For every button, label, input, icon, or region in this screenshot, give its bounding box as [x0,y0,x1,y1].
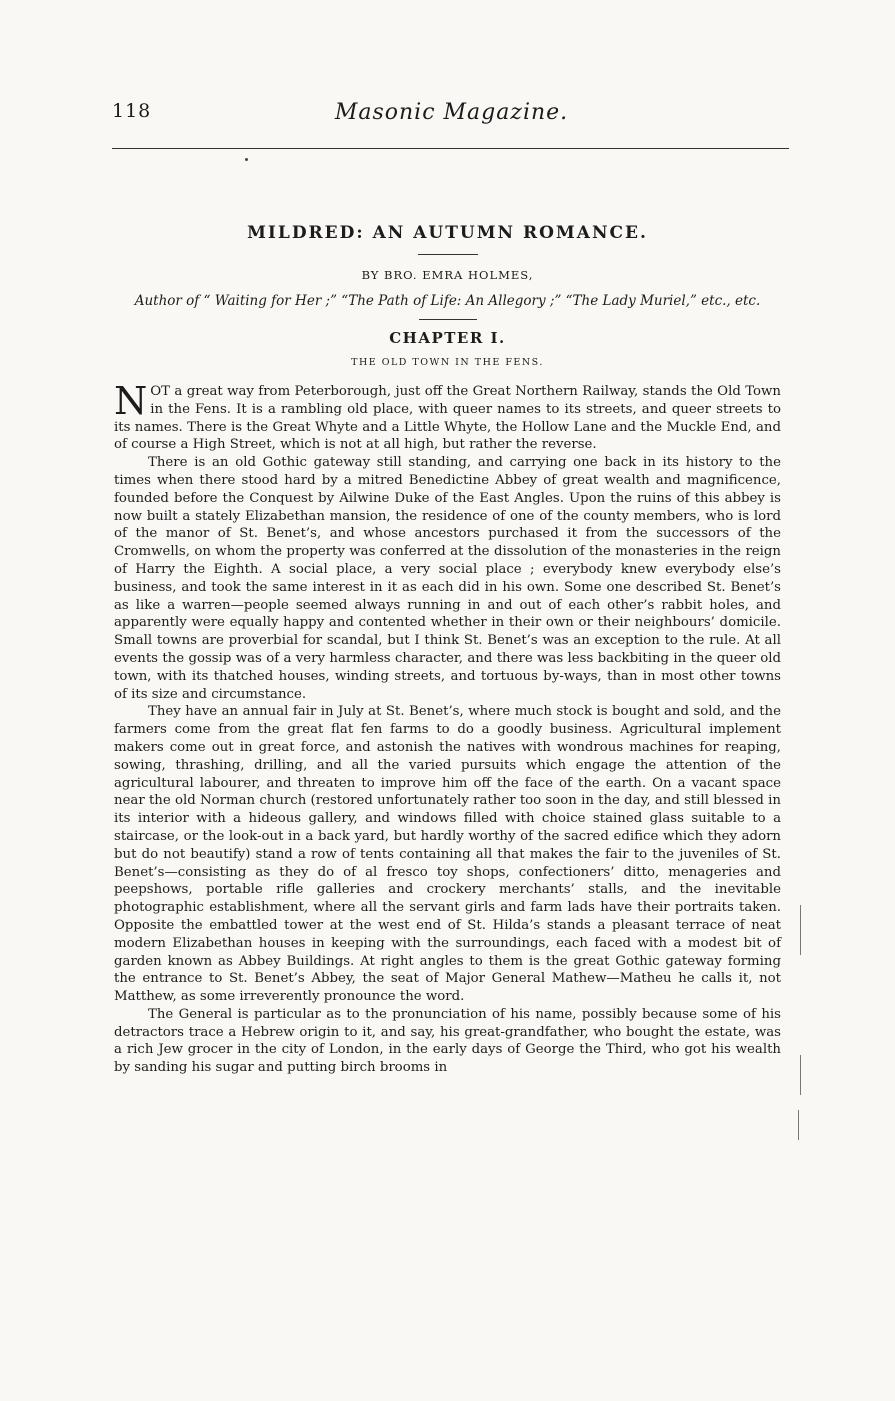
header-rule [112,148,789,149]
magazine-title: Masonic Magazine. [334,100,569,125]
title-rule [418,254,478,255]
paragraph-4: The General is particular as to the pronunciation of his name, possibly because some of his detractors trace a Hebrew origin to it, and say, his great-grandfather, who bought the estate, was a rich Jew grocer in the city of London, in the early days of George the Third, who got his wealth by sanding his sugar and putting birch brooms in [114,1006,781,1076]
chapter-subheading: THE OLD TOWN IN THE FENS. [351,357,544,368]
ink-speck [245,158,248,161]
page-number: 118 [112,100,152,122]
paragraph-3: They have an annual fair in July at St. Benet’s, where much stock is bought and sold, and the farmers come from the great flat fen farms to do a goodly business. Agricultural implement makers come out in great force, and astonish the natives with wondrous machines for reaping, sowing, thrashing, drilling, and all the varied pursuits which engage the attention of the agricultural labourer, and threaten to improve him off the face of the earth. On a vacant space near the old Norman church (restored unfortunately rather too soon in the day, and still blessed in its interior with a hideous gallery, and windows filled with choice stained glass suitable to a staircase, or the look-out in a back yard, but hardly worthy of the sacred edifice which they adorn but do not beautify) stand a row of tents containing all that makes the fair to the juveniles of St. Benet’s—consisting as they do of al fresco toy shops, confectioners’ ditto, menageries and peepshows, portable rifle galleries and crockery merchants’ stalls, and the inevitable photographic establishment, where all the servant girls and farm lads have their portraits taken. Opposite the embattled tower at the west end of St. Hilda’s stands a pleasant terrace of neat modern Elizabethan houses in keeping with the surroundings, each faced with a modest bit of garden known as Abbey Buildings. At right angles to them is the great Gothic gateway forming the entrance to St. Benet’s Abbey, the seat of Major General Mathew—Matheu he calls it, not Matthew, as some irreverently pronounce the word. [114,704,781,1005]
margin-mark [800,1055,801,1095]
paragraph-2: There is an old Gothic gateway still standing, and carrying one back in its history to the times when there stood hard by a mitred Benedictine Abbey of great wealth and magnificence, founded before the Conquest by Ailwine Duke of the East Angles. Upon the ruins of this abbey is now built a stately Elizabethan mansion, the residence of one of the county members, who is lord of the manor of St. Benet’s, and whose ancestors purchased it from the successors of the Cromwells, on whom the property was conferred at the dissolution of the monasteries in the reign of Harry the Eighth. A social place, a very social place ; everybody knew everybody else’s business, and took the same interest in it as each did in his own. Some one described St. Benet’s as like a warren—people seemed always running in and out of each other’s rabbit holes, and apparently were equally happy and contented whether in their own or their neighbours’ domicile. Small towns are proverbial for scandal, but I think St. Benet’s was an exception to the rule. At all events the gossip was of a very harmless character, and there was less backbiting in the queer old town, with its thatched houses, winding streets, and tortuous by-ways, than in most other towns of its size and circumstance. [114,455,781,702]
paragraph-1 [114,379,781,454]
article-body [114,379,781,1077]
credits-rule [419,319,477,320]
drop-cap: N [114,379,148,423]
paragraph-1-text: OT a great way from Peterborough, just off the Great Northern Railway, stands the Old Town in the Fens. It is a rambling old place, with queer names to its streets, and queer streets to its names. There is the Great Whyte and a Little Whyte, the Hollow Lane and the Muckle End, and of course a High Street, which is not at all high, but rather the reverse. [114,384,781,453]
running-head [112,100,791,140]
article-title: MILDRED: AN AUTUMN ROMANCE. [247,223,648,243]
byline: BY BRO. EMRA HOLMES, [361,268,534,282]
chapter-heading: CHAPTER I. [389,329,506,347]
margin-mark [798,1110,799,1140]
margin-mark [800,905,801,955]
article [114,222,781,1077]
author-credits: Author of “ Waiting for Her ;” “The Path of Life: An Allegory ;” “The Lady Muriel,” etc., etc. [134,293,761,309]
